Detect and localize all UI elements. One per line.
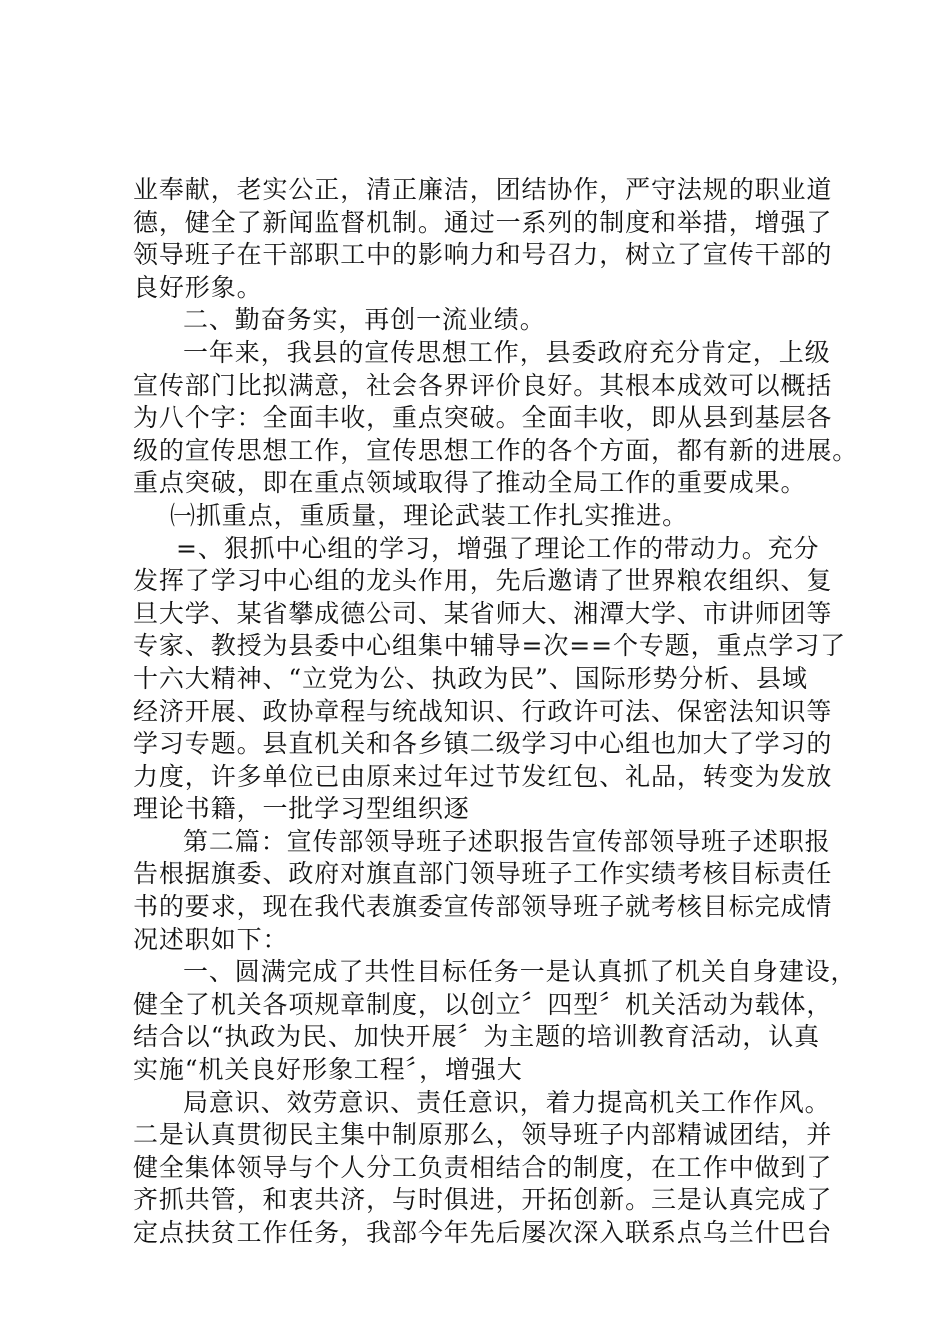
text-line: 实施“机关良好形象工程〞，增强大 [133,1055,523,1085]
text-line: 局意识、效劳意识、责任意识，着力提高机关工作作风。 [183,1087,831,1117]
text-line: 一年来，我县的宣传思想工作，县委政府充分肯定，上级 [183,337,831,367]
text-line: =、狠抓中心组的学习，增强了理论工作的带动力。充分 [176,533,820,563]
text-line: 二是认真贯彻民主集中制原那么，领导班子内部精诚团结，并 [133,1120,833,1150]
text-line: 一、圆满完成了共性目标任务一是认真抓了机关自身建设， [183,957,857,987]
section-heading: 二、勤奋务实，再创一流业绩。 [183,305,546,335]
text-line: 德，健全了新闻监督机制。通过一系列的制度和举措，增强了 [133,207,833,237]
text-line: 十六大精神、“立党为公、执政为民”、国际形势分析、县域 [133,663,808,693]
text-line: 级的宣传思想工作，宣传思想工作的各个方面，都有新的进展。 [133,435,859,465]
text-line: 旦大学、某省攀成德公司、某省师大、湘潭大学、市讲师团等 [133,598,833,628]
text-line: 书的要求，现在我代表旗委宣传部领导班子就考核目标完成情 [133,892,833,922]
text-line: 重点突破，即在重点领域取得了推动全局工作的重要成果。 [133,468,807,498]
text-line: 齐抓共管，和衷共济，与时俱进，开拓创新。三是认真完成了 [133,1185,833,1215]
text-line: 专家、教授为县委中心组集中辅导=次==个专题，重点学习了 [133,631,847,661]
text-line: 良好形象。 [133,272,263,302]
text-line: 为八个字：全面丰收，重点突破。全面丰收，即从县到基层各 [133,403,833,433]
text-line: 领导班子在干部职工中的影响力和号召力，树立了宣传干部的 [133,240,833,270]
text-line: 定点扶贫工作任务，我部今年先后屡次深入联系点乌兰什巴台 [133,1218,833,1247]
text-line: 业奉献，老实公正，清正廉洁，团结协作，严守法规的职业道 [133,175,833,204]
text-line: 宣传部门比拟满意，社会各界评价良好。其根本成效可以概括 [133,370,833,400]
body-text [0,174,950,1250]
text-line: 告根据旗委、政府对旗直部门领导班子工作实绩考核目标责任 [133,859,833,889]
subsection-heading: ㈠抓重点，重质量，理论武装工作扎实推进。 [170,500,689,530]
text-line: 学习专题。县直机关和各乡镇二级学习中心组也加大了学习的 [133,729,833,759]
chapter-heading: 第二篇：宣传部领导班子述职报告宣传部领导班子述职报 [183,826,831,856]
text-line: 况述职如下： [133,924,289,954]
text-line: 理论书籍，一批学习型组织逐 [133,794,470,824]
text-line: 健全集体领导与个人分工负责相结合的制度，在工作中做到了 [133,1152,833,1182]
text-line: 力度，许多单位已由原来过年过节发红包、礼品，转变为发放 [133,761,833,791]
text-line: 健全了机关各项规章制度，以创立〞四型〞机关活动为载体， [133,989,833,1019]
text-line: 发挥了学习中心组的龙头作用，先后邀请了世界粮农组织、复 [133,566,833,596]
text-line: 经济开展、政协章程与统战知识、行政许可法、保密法知识等 [133,696,833,726]
text-line: 结合以“执政为民、加快开展〞为主题的培训教育活动，认真 [133,1022,821,1052]
